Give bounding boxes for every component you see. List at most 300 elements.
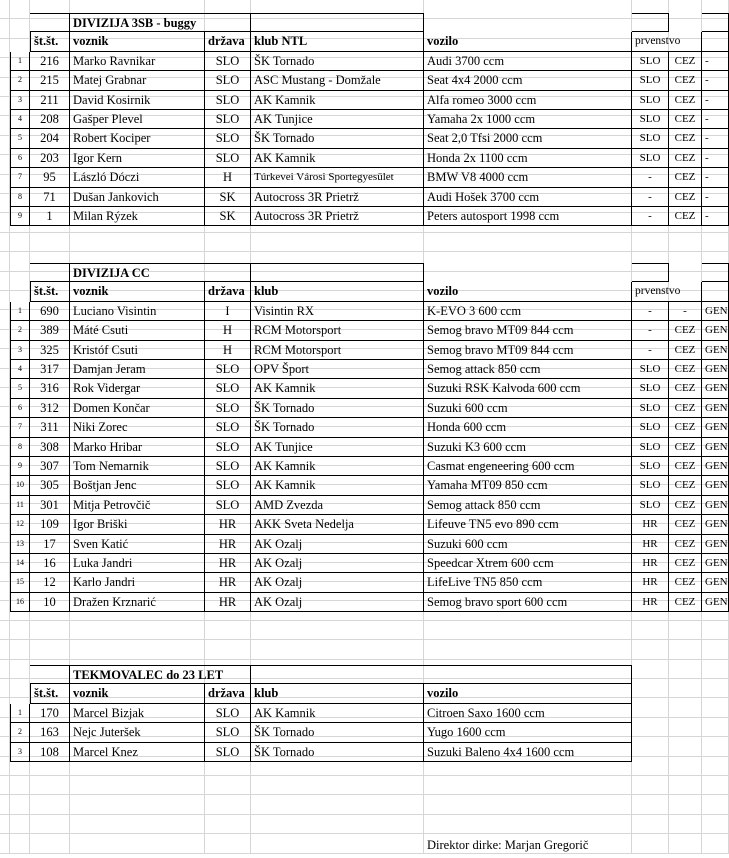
start-number[interactable]: 95	[30, 168, 70, 187]
grid-cell[interactable]	[205, 233, 251, 252]
country[interactable]: SLO	[205, 360, 251, 379]
country[interactable]: SLO	[205, 129, 251, 148]
start-number[interactable]: 203	[30, 149, 70, 168]
grid-cell[interactable]	[205, 815, 251, 834]
grid-cell[interactable]	[30, 795, 70, 814]
grid-cell[interactable]	[702, 660, 729, 679]
start-number[interactable]: 312	[30, 399, 70, 418]
club[interactable]: AK Ozalj	[251, 573, 424, 592]
row-index[interactable]: 2	[10, 71, 30, 90]
championship-cez[interactable]: CEZ	[669, 535, 702, 554]
championship-cez[interactable]: CEZ	[669, 573, 702, 592]
grid-cell[interactable]	[251, 795, 424, 814]
championship-cez[interactable]: CEZ	[669, 341, 702, 360]
grid-cell[interactable]	[70, 640, 205, 659]
championship-extra[interactable]: -	[702, 149, 729, 168]
championship-extra[interactable]: -	[702, 207, 729, 226]
grid-cell[interactable]	[10, 795, 30, 814]
header-voznik[interactable]: voznik	[70, 684, 205, 703]
header-st[interactable]: št.št.	[30, 32, 70, 51]
grid-cell[interactable]	[702, 757, 729, 776]
start-number[interactable]: 204	[30, 129, 70, 148]
driver-name[interactable]: Domen Končar	[70, 399, 205, 418]
grid-cell[interactable]	[30, 640, 70, 659]
grid-cell[interactable]	[0, 795, 10, 814]
championship-cez[interactable]: CEZ	[669, 438, 702, 457]
grid-cell[interactable]	[0, 272, 10, 291]
driver-name[interactable]: Luka Jandri	[70, 554, 205, 573]
vehicle[interactable]: Semog attack 850 ccm	[424, 360, 632, 379]
start-number[interactable]: 10	[30, 593, 70, 612]
grid-cell[interactable]	[0, 0, 10, 19]
title-blank[interactable]	[702, 13, 729, 32]
grid-cell[interactable]	[669, 679, 702, 698]
club[interactable]: RCM Motorsport	[251, 341, 424, 360]
driver-name[interactable]: Igor Kern	[70, 149, 205, 168]
grid-cell[interactable]	[0, 330, 10, 349]
start-number[interactable]: 308	[30, 438, 70, 457]
country[interactable]: SLO	[205, 110, 251, 129]
grid-cell[interactable]	[0, 155, 10, 174]
vehicle[interactable]: Audi Hošek 3700 ccm	[424, 188, 632, 207]
header-klub[interactable]: klub	[251, 282, 424, 301]
grid-cell[interactable]	[70, 233, 205, 252]
championship-cez[interactable]: CEZ	[669, 379, 702, 398]
club[interactable]: AK Kamnik	[251, 457, 424, 476]
vehicle[interactable]: Suzuki K3 600 ccm	[424, 438, 632, 457]
header-drzava[interactable]: država	[205, 684, 251, 703]
club[interactable]: AK Kamnik	[251, 704, 424, 723]
vehicle[interactable]: LifeLive TN5 850 ccm	[424, 573, 632, 592]
start-number[interactable]: 211	[30, 91, 70, 110]
championship-extra[interactable]: -	[702, 52, 729, 71]
championship-national[interactable]: SLO	[632, 360, 669, 379]
vehicle[interactable]: Semog bravo MT09 844 ccm	[424, 321, 632, 340]
header-vozilo[interactable]: vozilo	[424, 684, 632, 703]
start-number[interactable]: 216	[30, 52, 70, 71]
country[interactable]: H	[205, 321, 251, 340]
start-number[interactable]: 17	[30, 535, 70, 554]
championship-national[interactable]: SLO	[632, 149, 669, 168]
vehicle[interactable]: Casmat engeneering 600 ccm	[424, 457, 632, 476]
grid-cell[interactable]	[30, 815, 70, 834]
start-number[interactable]: 12	[30, 573, 70, 592]
grid-cell[interactable]	[632, 698, 669, 717]
row-index[interactable]: 3	[10, 743, 30, 762]
championship-national[interactable]: SLO	[632, 129, 669, 148]
grid-cell[interactable]	[0, 175, 10, 194]
header-prvenstvo[interactable]: prvenstvo	[632, 282, 702, 301]
grid-cell[interactable]	[669, 776, 702, 795]
header-prvenstvo[interactable]: prvenstvo	[632, 32, 702, 51]
championship-extra[interactable]: -	[702, 188, 729, 207]
grid-cell[interactable]	[702, 737, 729, 756]
grid-cell[interactable]	[702, 679, 729, 698]
country[interactable]: HR	[205, 554, 251, 573]
country[interactable]: H	[205, 341, 251, 360]
driver-name[interactable]: Sven Katić	[70, 535, 205, 554]
championship-national[interactable]: SLO	[632, 52, 669, 71]
championship-cez[interactable]: CEZ	[669, 476, 702, 495]
grid-cell[interactable]	[10, 640, 30, 659]
grid-cell[interactable]	[70, 795, 205, 814]
grid-cell[interactable]	[30, 834, 70, 853]
grid-cell[interactable]	[0, 349, 10, 368]
grid-cell[interactable]	[0, 660, 10, 679]
championship-extra[interactable]: GEN	[702, 515, 729, 534]
grid-cell[interactable]	[0, 815, 10, 834]
championship-extra[interactable]: GEN	[702, 321, 729, 340]
grid-cell[interactable]	[70, 815, 205, 834]
start-number[interactable]: 109	[30, 515, 70, 534]
grid-cell[interactable]	[632, 233, 669, 252]
vehicle[interactable]: Semog bravo sport 600 ccm	[424, 593, 632, 612]
club[interactable]: RCM Motorsport	[251, 321, 424, 340]
grid-cell[interactable]	[0, 698, 10, 717]
row-index[interactable]: 5	[10, 129, 30, 148]
grid-cell[interactable]	[702, 815, 729, 834]
championship-national[interactable]: SLO	[632, 110, 669, 129]
row-index[interactable]: 13	[10, 535, 30, 554]
row-index[interactable]: 1	[10, 704, 30, 723]
start-number[interactable]: 208	[30, 110, 70, 129]
driver-name[interactable]: David Kosirnik	[70, 91, 205, 110]
championship-national[interactable]: SLO	[632, 71, 669, 90]
country[interactable]: H	[205, 168, 251, 187]
vehicle[interactable]: Speedcar Xtrem 600 ccm	[424, 554, 632, 573]
vehicle[interactable]: Yamaha 2x 1000 ccm	[424, 110, 632, 129]
club[interactable]: Autocross 3R Prietrž	[251, 188, 424, 207]
vehicle[interactable]: Audi 3700 ccm	[424, 52, 632, 71]
championship-extra[interactable]: GEN	[702, 360, 729, 379]
grid-cell[interactable]	[424, 776, 632, 795]
grid-cell[interactable]	[702, 621, 729, 640]
championship-cez[interactable]: CEZ	[669, 418, 702, 437]
country[interactable]: HR	[205, 515, 251, 534]
championship-extra[interactable]: -	[702, 129, 729, 148]
club[interactable]: AK Kamnik	[251, 91, 424, 110]
driver-name[interactable]: László Dóczi	[70, 168, 205, 187]
vehicle[interactable]: Yamaha MT09 850 ccm	[424, 476, 632, 495]
grid-cell[interactable]	[669, 640, 702, 659]
grid-cell[interactable]	[669, 757, 702, 776]
grid-cell[interactable]	[10, 233, 30, 252]
title-spacer[interactable]	[30, 13, 70, 32]
grid-cell[interactable]	[0, 388, 10, 407]
vehicle[interactable]: BMW V8 4000 ccm	[424, 168, 632, 187]
grid-cell[interactable]	[0, 718, 10, 737]
championship-extra[interactable]: GEN	[702, 302, 729, 321]
championship-national[interactable]: -	[632, 207, 669, 226]
grid-cell[interactable]	[702, 795, 729, 814]
club[interactable]: Autocross 3R Prietrž	[251, 207, 424, 226]
start-number[interactable]: 307	[30, 457, 70, 476]
championship-national[interactable]: -	[632, 168, 669, 187]
club[interactable]: ŠK Tornado	[251, 418, 424, 437]
grid-cell[interactable]	[10, 272, 30, 291]
country[interactable]: SLO	[205, 743, 251, 762]
driver-name[interactable]: Rok Vidergar	[70, 379, 205, 398]
grid-cell[interactable]	[10, 776, 30, 795]
start-number[interactable]: 215	[30, 71, 70, 90]
grid-cell[interactable]	[702, 698, 729, 717]
row-index[interactable]: 6	[10, 399, 30, 418]
grid-cell[interactable]	[632, 660, 669, 679]
championship-cez[interactable]: CEZ	[669, 399, 702, 418]
championship-national[interactable]: SLO	[632, 379, 669, 398]
driver-name[interactable]: Máté Csuti	[70, 321, 205, 340]
row-index[interactable]: 2	[10, 723, 30, 742]
vehicle[interactable]: Yugo 1600 ccm	[424, 723, 632, 742]
vehicle[interactable]: Citroen Saxo 1600 ccm	[424, 704, 632, 723]
driver-name[interactable]: Kristóf Csuti	[70, 341, 205, 360]
grid-cell[interactable]	[0, 194, 10, 213]
country[interactable]: SLO	[205, 496, 251, 515]
driver-name[interactable]: Marcel Knez	[70, 743, 205, 762]
start-number[interactable]: 690	[30, 302, 70, 321]
grid-cell[interactable]	[0, 485, 10, 504]
row-index[interactable]: 15	[10, 573, 30, 592]
driver-name[interactable]: Nejc Juteršek	[70, 723, 205, 742]
section-title[interactable]: DIVIZIJA CC	[70, 263, 251, 282]
country[interactable]: SLO	[205, 457, 251, 476]
championship-cez[interactable]: CEZ	[669, 149, 702, 168]
start-number[interactable]: 163	[30, 723, 70, 742]
championship-national[interactable]: HR	[632, 535, 669, 554]
start-number[interactable]: 16	[30, 554, 70, 573]
championship-national[interactable]: SLO	[632, 457, 669, 476]
grid-cell[interactable]	[0, 446, 10, 465]
grid-cell[interactable]	[632, 757, 669, 776]
club[interactable]: ASC Mustang - Domžale	[251, 71, 424, 90]
row-index[interactable]: 5	[10, 379, 30, 398]
header-blank[interactable]	[702, 282, 729, 301]
grid-cell[interactable]	[251, 776, 424, 795]
grid-cell[interactable]	[424, 252, 632, 271]
country[interactable]: I	[205, 302, 251, 321]
grid-cell[interactable]	[0, 213, 10, 232]
header-drzava[interactable]: država	[205, 32, 251, 51]
country[interactable]: SLO	[205, 149, 251, 168]
grid-cell[interactable]	[0, 582, 10, 601]
country[interactable]: SLO	[205, 476, 251, 495]
grid-cell[interactable]	[632, 718, 669, 737]
championship-national[interactable]: HR	[632, 573, 669, 592]
row-index[interactable]: 8	[10, 188, 30, 207]
country[interactable]: SLO	[205, 723, 251, 742]
championship-national[interactable]: -	[632, 302, 669, 321]
grid-cell[interactable]	[669, 252, 702, 271]
championship-extra[interactable]: GEN	[702, 399, 729, 418]
grid-cell[interactable]	[0, 776, 10, 795]
country[interactable]: SLO	[205, 52, 251, 71]
grid-cell[interactable]	[0, 310, 10, 329]
country[interactable]: SLO	[205, 418, 251, 437]
grid-cell[interactable]	[669, 737, 702, 756]
grid-cell[interactable]	[632, 815, 669, 834]
header-st[interactable]: št.št.	[30, 684, 70, 703]
club[interactable]: Visintin RX	[251, 302, 424, 321]
club[interactable]: AK Ozalj	[251, 554, 424, 573]
grid-cell[interactable]	[669, 233, 702, 252]
championship-cez[interactable]: CEZ	[669, 321, 702, 340]
driver-name[interactable]: Boštjan Jenc	[70, 476, 205, 495]
championship-extra[interactable]: GEN	[702, 554, 729, 573]
row-index[interactable]: 1	[10, 302, 30, 321]
championship-extra[interactable]: GEN	[702, 457, 729, 476]
grid-cell[interactable]	[205, 776, 251, 795]
driver-name[interactable]: Tom Nemarnik	[70, 457, 205, 476]
club[interactable]: Túrkevei Városi Sportegyesület	[251, 168, 424, 187]
country[interactable]: HR	[205, 573, 251, 592]
championship-cez[interactable]: -	[669, 302, 702, 321]
grid-cell[interactable]	[0, 524, 10, 543]
grid-cell[interactable]	[0, 834, 10, 853]
championship-national[interactable]: HR	[632, 515, 669, 534]
club[interactable]: AK Ozalj	[251, 535, 424, 554]
driver-name[interactable]: Mitja Petrovčič	[70, 496, 205, 515]
grid-cell[interactable]	[669, 834, 702, 853]
club[interactable]: ŠK Tornado	[251, 399, 424, 418]
championship-national[interactable]: SLO	[632, 91, 669, 110]
club[interactable]: ŠK Tornado	[251, 129, 424, 148]
start-number[interactable]: 311	[30, 418, 70, 437]
start-number[interactable]: 305	[30, 476, 70, 495]
championship-national[interactable]: HR	[632, 593, 669, 612]
start-number[interactable]: 389	[30, 321, 70, 340]
vehicle[interactable]: Suzuki 600 ccm	[424, 399, 632, 418]
grid-cell[interactable]	[0, 136, 10, 155]
row-index[interactable]: 11	[10, 496, 30, 515]
championship-cez[interactable]: CEZ	[669, 188, 702, 207]
vehicle[interactable]: Suzuki 600 ccm	[424, 535, 632, 554]
club[interactable]: AK Tunjice	[251, 438, 424, 457]
vehicle[interactable]: Lifeuve TN5 evo 890 ccm	[424, 515, 632, 534]
grid-cell[interactable]	[0, 78, 10, 97]
grid-cell[interactable]	[424, 233, 632, 252]
country[interactable]: SLO	[205, 379, 251, 398]
vehicle[interactable]: Honda 600 ccm	[424, 418, 632, 437]
start-number[interactable]: 325	[30, 341, 70, 360]
grid-cell[interactable]	[0, 233, 10, 252]
championship-extra[interactable]: GEN	[702, 535, 729, 554]
club[interactable]: AK Kamnik	[251, 149, 424, 168]
club[interactable]: AKK Sveta Nedelja	[251, 515, 424, 534]
championship-national[interactable]: -	[632, 321, 669, 340]
grid-cell[interactable]	[0, 291, 10, 310]
grid-cell[interactable]	[0, 601, 10, 620]
grid-cell[interactable]	[0, 407, 10, 426]
row-index[interactable]: 7	[10, 418, 30, 437]
club[interactable]: AMD Zvezda	[251, 496, 424, 515]
row-index[interactable]: 3	[10, 91, 30, 110]
grid-cell[interactable]	[424, 640, 632, 659]
club[interactable]: ŠK Tornado	[251, 52, 424, 71]
driver-name[interactable]: Dušan Jankovich	[70, 188, 205, 207]
championship-extra[interactable]: GEN	[702, 341, 729, 360]
championship-extra[interactable]: GEN	[702, 438, 729, 457]
driver-name[interactable]: Luciano Visintin	[70, 302, 205, 321]
grid-cell[interactable]	[424, 0, 632, 19]
grid-cell[interactable]	[424, 795, 632, 814]
championship-extra[interactable]: -	[702, 110, 729, 129]
row-index[interactable]: 10	[10, 476, 30, 495]
grid-cell[interactable]	[632, 640, 669, 659]
grid-cell[interactable]	[0, 757, 10, 776]
grid-cell[interactable]	[10, 679, 30, 698]
row-index[interactable]: 2	[10, 321, 30, 340]
grid-cell[interactable]	[251, 621, 424, 640]
country[interactable]: HR	[205, 535, 251, 554]
title-spacer[interactable]	[30, 665, 70, 684]
row-index[interactable]: 12	[10, 515, 30, 534]
championship-cez[interactable]: CEZ	[669, 457, 702, 476]
grid-cell[interactable]	[0, 58, 10, 77]
vehicle[interactable]: K-EVO 3 600 ccm	[424, 302, 632, 321]
title-blank[interactable]	[251, 13, 424, 32]
vehicle[interactable]: Semog bravo MT09 844 ccm	[424, 341, 632, 360]
championship-extra[interactable]: GEN	[702, 379, 729, 398]
grid-cell[interactable]	[632, 679, 669, 698]
championship-cez[interactable]: CEZ	[669, 129, 702, 148]
grid-cell[interactable]	[10, 19, 30, 38]
country[interactable]: SLO	[205, 438, 251, 457]
start-number[interactable]: 170	[30, 704, 70, 723]
club[interactable]: ŠK Tornado	[251, 743, 424, 762]
start-number[interactable]: 71	[30, 188, 70, 207]
vehicle[interactable]: Suzuki Baleno 4x4 1600 ccm	[424, 743, 632, 762]
grid-cell[interactable]	[0, 252, 10, 271]
grid-cell[interactable]	[424, 815, 632, 834]
grid-cell[interactable]	[669, 815, 702, 834]
grid-cell[interactable]	[669, 795, 702, 814]
championship-extra[interactable]: -	[702, 71, 729, 90]
grid-cell[interactable]	[632, 737, 669, 756]
driver-name[interactable]: Milan Rýzek	[70, 207, 205, 226]
grid-cell[interactable]	[0, 39, 10, 58]
vehicle[interactable]: Seat 4x4 2000 ccm	[424, 71, 632, 90]
title-blank[interactable]	[632, 263, 669, 282]
club[interactable]: AK Ozalj	[251, 593, 424, 612]
section-title[interactable]: DIVIZIJA 3SB - buggy	[70, 13, 251, 32]
championship-national[interactable]: SLO	[632, 418, 669, 437]
header-voznik[interactable]: voznik	[70, 282, 205, 301]
title-blank[interactable]	[632, 13, 669, 32]
driver-name[interactable]: Marcel Bizjak	[70, 704, 205, 723]
driver-name[interactable]: Marko Ravnikar	[70, 52, 205, 71]
start-number[interactable]: 108	[30, 743, 70, 762]
championship-national[interactable]: -	[632, 188, 669, 207]
row-index[interactable]: 6	[10, 149, 30, 168]
grid-cell[interactable]	[702, 834, 729, 853]
club[interactable]: AK Kamnik	[251, 379, 424, 398]
grid-cell[interactable]	[702, 776, 729, 795]
title-blank[interactable]	[702, 263, 729, 282]
grid-cell[interactable]	[702, 233, 729, 252]
grid-cell[interactable]	[0, 504, 10, 523]
country[interactable]: HR	[205, 593, 251, 612]
country[interactable]: SK	[205, 207, 251, 226]
grid-cell[interactable]	[10, 834, 30, 853]
championship-cez[interactable]: CEZ	[669, 168, 702, 187]
grid-cell[interactable]	[0, 621, 10, 640]
grid-cell[interactable]	[251, 233, 424, 252]
grid-cell[interactable]	[669, 718, 702, 737]
grid-cell[interactable]	[0, 369, 10, 388]
grid-cell[interactable]	[632, 795, 669, 814]
start-number[interactable]: 316	[30, 379, 70, 398]
grid-cell[interactable]	[669, 660, 702, 679]
